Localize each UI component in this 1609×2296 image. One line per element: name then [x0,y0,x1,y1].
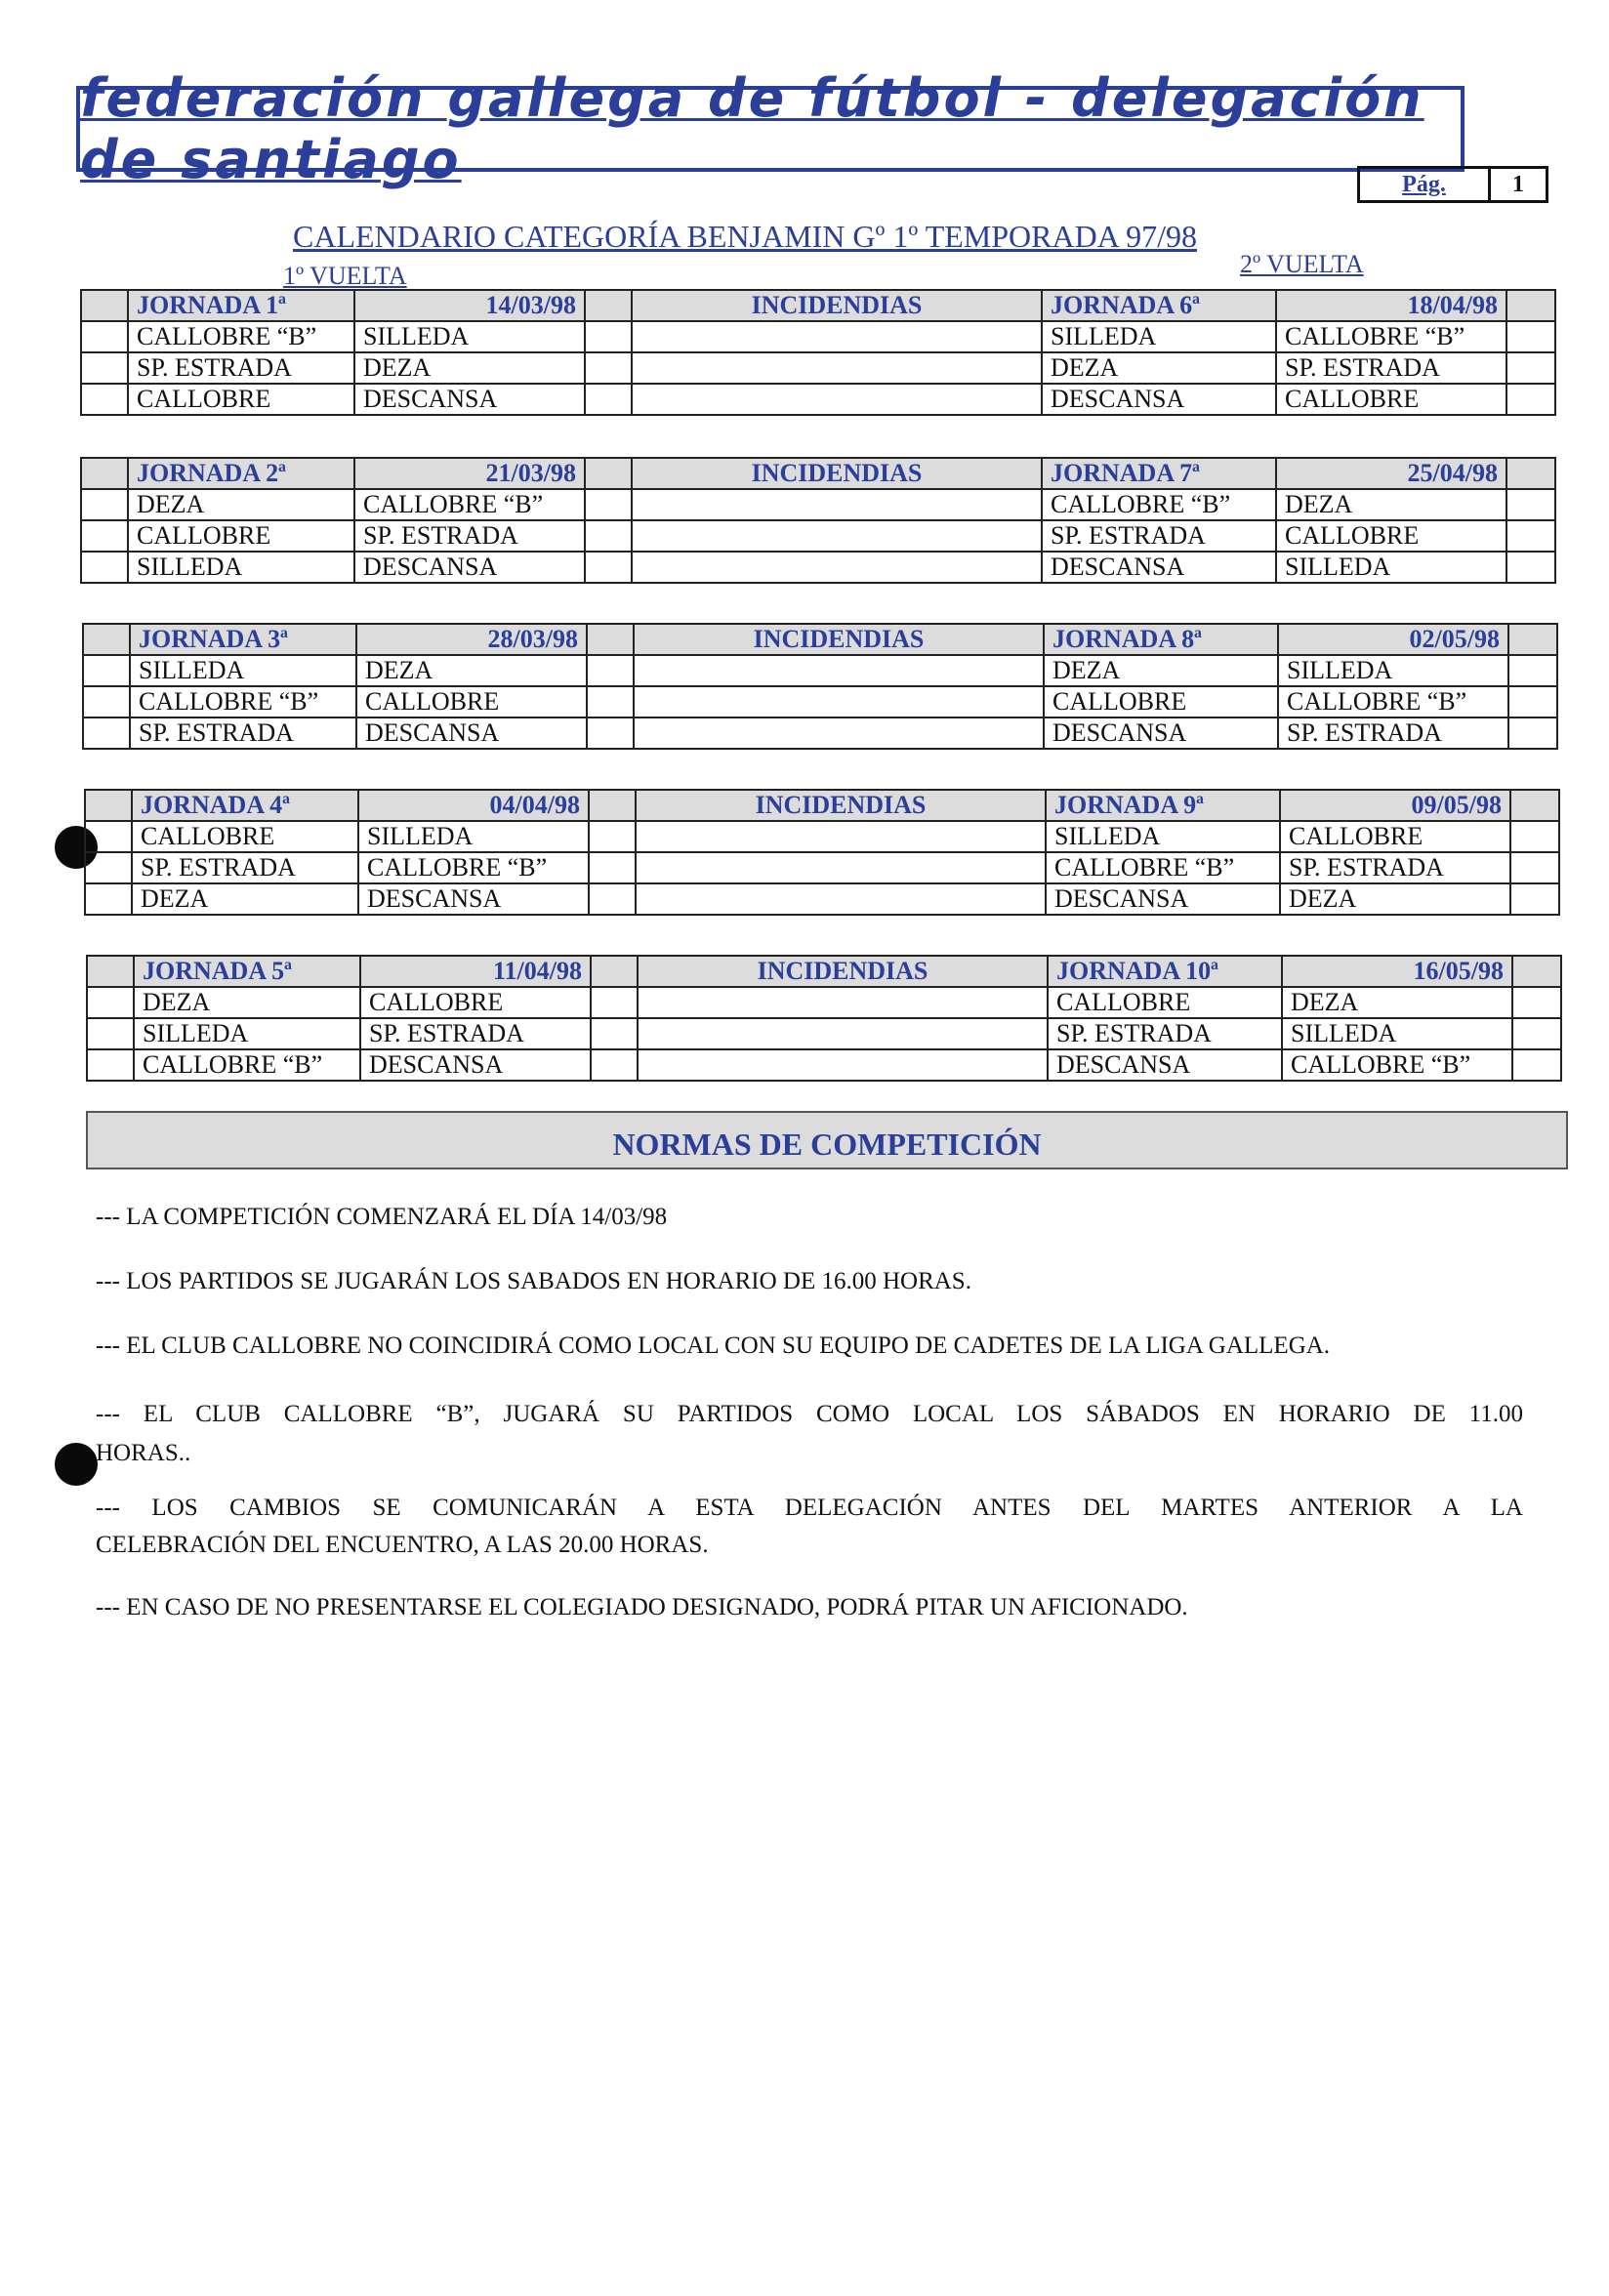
jornada-label: JORNADA 10ª [1048,956,1282,987]
home-team: SILLEDA [1042,321,1276,352]
match-row [87,987,1561,1018]
match-row [81,489,1555,520]
incidencias-header: INCIDENDIAS [632,290,1042,321]
vuelta-1-label: 1º VUELTA [283,262,407,290]
rule-3: --- EL CLUB CALLOBRE NO COINCIDIRÁ COMO LOCAL CON SU EQUIPO DE CADETES DE LA LIGA GALLEGA. [96,1332,1331,1359]
match-row [87,1018,1561,1049]
incidencias-header: INCIDENDIAS [634,624,1044,655]
away-team: SILLEDA [1276,552,1506,583]
home-team: SP. ESTRADA [128,352,354,384]
jornada-date: 14/03/98 [354,290,585,321]
away-team: CALLOBRE “B” [1278,686,1508,718]
away-team: SILLEDA [1278,655,1508,686]
jornada-label: JORNADA 1ª [128,290,354,321]
jornada-date: 09/05/98 [1280,790,1510,821]
away-team: CALLOBRE [360,987,591,1018]
round-table-2 [80,457,1556,584]
home-team: SP. ESTRADA [130,718,356,749]
match-row [85,821,1559,852]
home-team: DEZA [1044,655,1278,686]
home-team: DEZA [128,489,354,520]
match-row [83,655,1557,686]
home-team: SILLEDA [1046,821,1280,852]
away-team: CALLOBRE “B” [1276,321,1506,352]
jornada-label: JORNADA 6ª [1042,290,1276,321]
away-team: DEZA [354,352,585,384]
home-team: CALLOBRE “B” [128,321,354,352]
incidencias-cell [634,718,1044,749]
away-team: SP. ESTRADA [354,520,585,552]
incidencias-cell [636,821,1046,852]
home-team: DEZA [134,987,360,1018]
jornada-date: 16/05/98 [1282,956,1512,987]
incidencias-cell [638,987,1048,1018]
round-table-1 [80,289,1556,416]
incidencias-cell [638,1049,1048,1081]
incidencias-cell [636,852,1046,883]
jornada-date: 18/04/98 [1276,290,1506,321]
match-row [85,883,1559,915]
home-team: DESCANSA [1048,1049,1282,1081]
jornada-label: JORNADA 9ª [1046,790,1280,821]
away-team: DEZA [1280,883,1510,915]
home-team: CALLOBRE [132,821,358,852]
match-row [81,321,1555,352]
jornada-date: 21/03/98 [354,458,585,489]
match-row [81,552,1555,583]
home-team: SP. ESTRADA [132,852,358,883]
home-team: SILLEDA [134,1018,360,1049]
normas-header-bar [86,1111,1568,1169]
away-team: DESCANSA [354,384,585,415]
away-team: DESCANSA [354,552,585,583]
home-team: CALLOBRE “B” [134,1049,360,1081]
home-team: CALLOBRE “B” [1042,489,1276,520]
home-team: DEZA [1042,352,1276,384]
away-team: SP. ESTRADA [1276,352,1506,384]
away-team: CALLOBRE [356,686,587,718]
calendar-title: CALENDARIO CATEGORÍA BENJAMIN Gº 1º TEMPORADA 97/98 [293,219,1197,254]
home-team: CALLOBRE “B” [130,686,356,718]
home-team: SILLEDA [130,655,356,686]
home-team: CALLOBRE “B” [1046,852,1280,883]
incidencias-cell [632,520,1042,552]
page-indicator [1357,166,1548,203]
rule-5-line-1: --- LOS CAMBIOS SE COMUNICARÁN A ESTA DELEGACIÓN ANTES DEL MARTES ANTERIOR A LA [96,1495,1523,1521]
home-team: CALLOBRE [1044,686,1278,718]
away-team: CALLOBRE [1276,520,1506,552]
jornada-date: 02/05/98 [1278,624,1508,655]
home-team: SP. ESTRADA [1042,520,1276,552]
incidencias-cell [638,1018,1048,1049]
jornada-label: JORNADA 3ª [130,624,356,655]
page-number: 1 [1488,169,1546,200]
home-team: SILLEDA [128,552,354,583]
rule-2: --- LOS PARTIDOS SE JUGARÁN LOS SABADOS EN HORARIO DE 16.00 HORAS. [96,1268,971,1294]
round-table-4 [84,789,1560,916]
away-team: DEZA [1276,489,1506,520]
away-team: SILLEDA [354,321,585,352]
jornada-label: JORNADA 8ª [1044,624,1278,655]
home-team: DESCANSA [1042,552,1276,583]
jornada-label: JORNADA 4ª [132,790,358,821]
jornada-date: 28/03/98 [356,624,587,655]
away-team: SILLEDA [358,821,589,852]
rule-1: --- LA COMPETICIÓN COMENZARÁ EL DÍA 14/03/98 [96,1204,668,1230]
away-team: DESCANSA [356,718,587,749]
away-team: CALLOBRE [1276,384,1506,415]
match-row [87,1049,1561,1081]
jornada-label: JORNADA 2ª [128,458,354,489]
away-team: SILLEDA [1282,1018,1512,1049]
home-team: CALLOBRE [128,520,354,552]
match-row [83,718,1557,749]
incidencias-cell [636,883,1046,915]
incidencias-header: INCIDENDIAS [638,956,1048,987]
match-row [81,520,1555,552]
round-table-3 [82,623,1558,750]
away-team: DEZA [356,655,587,686]
away-team: CALLOBRE “B” [358,852,589,883]
home-team: SP. ESTRADA [1048,1018,1282,1049]
rule-4-line-2: HORAS.. [96,1440,191,1466]
rule-5-line-2: CELEBRACIÓN DEL ENCUENTRO, A LAS 20.00 HORAS. [96,1532,709,1558]
jornada-label: JORNADA 7ª [1042,458,1276,489]
away-team: CALLOBRE “B” [354,489,585,520]
incidencias-header: INCIDENDIAS [636,790,1046,821]
round-table-5 [86,955,1562,1082]
incidencias-cell [632,384,1042,415]
rule-4-line-1: --- EL CLUB CALLOBRE “B”, JUGARÁ SU PARTIDOS COMO LOCAL LOS SÁBADOS EN HORARIO DE 11.00 [96,1401,1523,1427]
away-team: DESCANSA [358,883,589,915]
away-team: DEZA [1282,987,1512,1018]
away-team: CALLOBRE [1280,821,1510,852]
incidencias-cell [634,655,1044,686]
home-team: CALLOBRE [1048,987,1282,1018]
page-label: Pág. [1402,172,1446,197]
incidencias-cell [632,552,1042,583]
incidencias-cell [634,686,1044,718]
jornada-date: 25/04/98 [1276,458,1506,489]
match-row [81,384,1555,415]
home-team: DESCANSA [1042,384,1276,415]
away-team: SP. ESTRADA [1280,852,1510,883]
incidencias-cell [632,352,1042,384]
punch-hole-bottom [55,1443,98,1486]
incidencias-cell [632,321,1042,352]
home-team: DEZA [132,883,358,915]
away-team: CALLOBRE “B” [1282,1049,1512,1081]
match-row [85,852,1559,883]
away-team: DESCANSA [360,1049,591,1081]
home-team: DESCANSA [1046,883,1280,915]
incidencias-cell [632,489,1042,520]
jornada-label: JORNADA 5ª [134,956,360,987]
match-row [81,352,1555,384]
home-team: DESCANSA [1044,718,1278,749]
vuelta-2-label: 2º VUELTA [1240,250,1364,278]
match-row [83,686,1557,718]
away-team: SP. ESTRADA [1278,718,1508,749]
normas-title: NORMAS DE COMPETICIÓN [612,1127,1042,1162]
home-team: CALLOBRE [128,384,354,415]
jornada-date: 04/04/98 [358,790,589,821]
header-title: federación gallega de fútbol - delegación de santiago [80,67,1424,190]
away-team: SP. ESTRADA [360,1018,591,1049]
rule-6: --- EN CASO DE NO PRESENTARSE EL COLEGIADO DESIGNADO, PODRÁ PITAR UN AFICIONADO. [96,1594,1188,1620]
incidencias-header: INCIDENDIAS [632,458,1042,489]
jornada-date: 11/04/98 [360,956,591,987]
